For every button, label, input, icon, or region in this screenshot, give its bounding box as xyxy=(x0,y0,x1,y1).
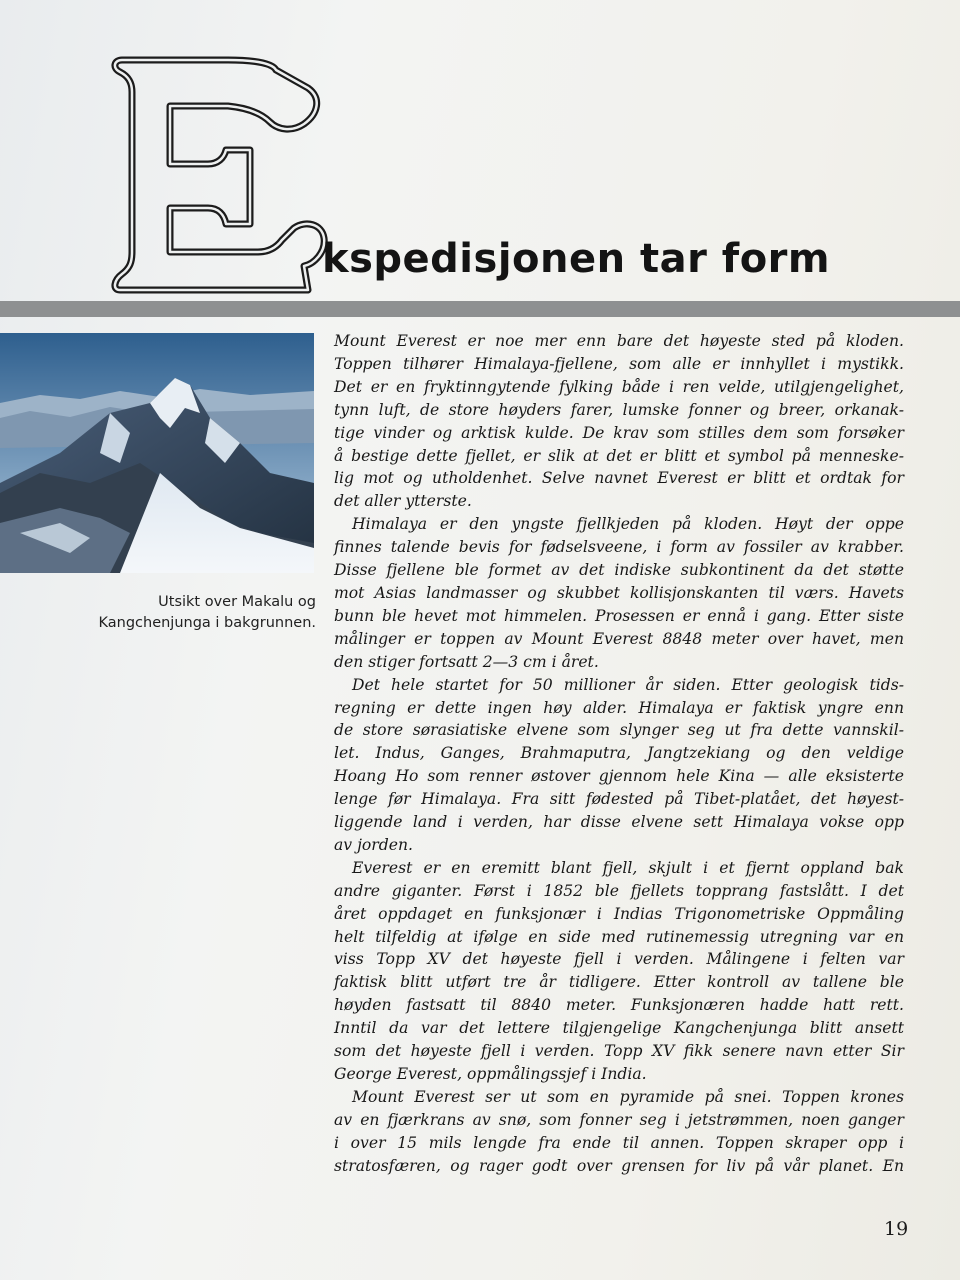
text-line: Everest er en eremitt blant fjell, skjult i et fjernt oppland bak xyxy=(352,858,904,877)
text-line: mot Asias landmasser og skubbet kollisjonskanten til værs. Havets xyxy=(334,583,904,602)
text-line: Inntil da var det lettere tilgjengelige Kangchenjunga blitt ansett xyxy=(334,1019,904,1038)
text-line: Det er en fryktinngytende fylking både i ren velde, utilgjengelighet, xyxy=(334,377,904,396)
body-text xyxy=(334,330,904,1178)
text-line: Disse fjellene ble formet av det indiske subkontinent da det støtte xyxy=(334,561,904,580)
text-line: av en fjærkrans av snø, som fonner seg i jetstrømmen, noen ganger xyxy=(334,1110,904,1129)
text-line: andre giganter. Først i 1852 ble fjellets topprang fastslått. I det xyxy=(334,881,904,900)
text-line: de store sørasiatiske elvene som slynger seg ut fra dette vannskil- xyxy=(334,721,904,740)
caption-line: Utsikt over Makalu og xyxy=(158,594,316,610)
text-line: helt tilfeldig at ifølge en side med rutinemessig utregning var en xyxy=(334,927,904,946)
text-line: faktisk blitt utført tre år tidligere. Etter kontroll av tallene ble xyxy=(334,973,904,992)
text-line: stratosfæren, og rager godt over grensen for liv på vår planet. En xyxy=(334,1156,904,1175)
text-line: som det høyeste fjell i verden. Topp XV fikk senere navn etter Sir xyxy=(334,1042,904,1061)
text-line: tige vinder og arktisk kulde. De krav som stilles dem som forsøker xyxy=(334,423,904,442)
text-line: av jorden. xyxy=(334,835,413,854)
chapter-title: kspedisjonen tar form xyxy=(322,236,831,282)
text-line: den stiger fortsatt 2—3 cm i året. xyxy=(334,652,599,671)
text-line: let. Indus, Ganges, Brahmaputra, Jangtzekiang og den veldige xyxy=(334,744,904,763)
text-line: det aller ytterste. xyxy=(334,492,472,511)
text-line: høyden fastsatt til 8840 meter. Funksjonæren hadde hatt rett. xyxy=(334,996,904,1015)
text-line: Himalaya er den yngste fjellkjeden på kloden. Høyt der oppe xyxy=(352,515,904,534)
text-line: George Everest, oppmålingssjef i India. xyxy=(334,1065,647,1083)
photo-caption xyxy=(20,592,316,634)
text-line: året oppdaget en funksjonær i Indias Trigonometriske Oppmåling xyxy=(334,904,904,923)
drop-cap-e-outline xyxy=(108,52,328,297)
text-line: å bestige dette fjellet, er slik at det er blitt et symbol på menneske- xyxy=(334,446,904,465)
text-line: finnes talende bevis for fødselsveene, i form av fossiler av krabber. xyxy=(334,538,904,557)
text-line: lenge før Himalaya. Fra sitt fødested på Tibet-platået, det høyest- xyxy=(334,790,904,809)
text-line: Det hele startet for 50 millioner år siden. Etter geologisk tids- xyxy=(352,675,904,694)
text-line: Toppen tilhører Himalaya-fjellene, som alle er innhyllet i mystikk. xyxy=(334,354,904,373)
drop-cap-letter xyxy=(108,52,328,297)
mountain-photo xyxy=(0,333,314,573)
text-line: Mount Everest er noe mer enn bare det høyeste sted på kloden. xyxy=(334,332,904,350)
text-line: regning er dette ingen høy alder. Himalaya er faktisk yngre enn xyxy=(334,698,904,717)
page-number: 19 xyxy=(884,1218,909,1240)
header-rule xyxy=(0,301,960,317)
text-line: tynn luft, de store høyders farer, lumske fonner og breer, orkanak- xyxy=(334,400,904,419)
text-line: bunn ble hevet mot himmelen. Prosessen er ennå i gang. Etter siste xyxy=(334,606,904,625)
text-line: i over 15 mils lengde fra ende til annen. Toppen skraper opp i xyxy=(334,1133,904,1152)
text-line: lig mot og utholdenhet. Selve navnet Everest er blitt et ordtak for xyxy=(334,469,904,488)
text-line: Hoang Ho som renner østover gjennom hele Kina — alle eksisterte xyxy=(334,767,904,786)
caption-line: Kangchenjunga i bakgrunnen. xyxy=(98,615,316,631)
text-line: viss Topp XV det høyeste fjell i verden. Målingene i felten var xyxy=(334,950,904,969)
text-line: målinger er toppen av Mount Everest 8848 meter over havet, men xyxy=(334,629,904,648)
text-line: Mount Everest ser ut som en pyramide på snei. Toppen krones xyxy=(352,1087,904,1106)
text-line: liggende land i verden, har disse elvene sett Himalaya vokse opp xyxy=(334,813,904,832)
